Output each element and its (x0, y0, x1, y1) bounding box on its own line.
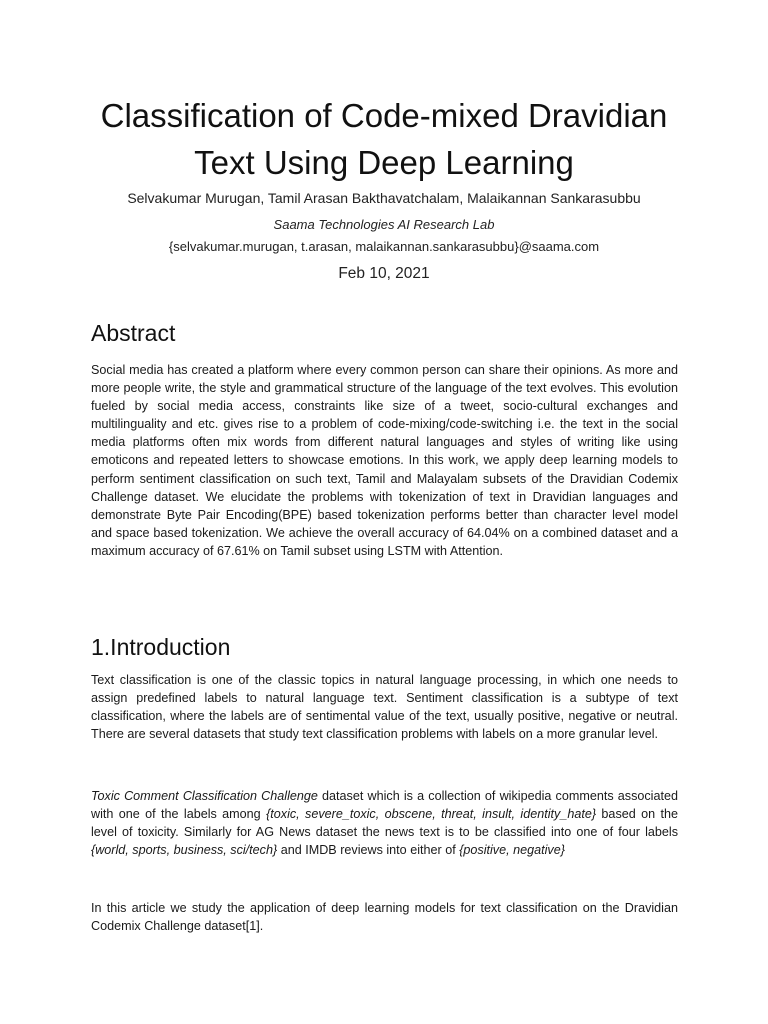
toxic-dataset-name: Toxic Comment Classification Challenge (91, 789, 318, 803)
introduction-paragraph-2 (91, 787, 678, 859)
imdb-labels: {positive, negative} (459, 843, 565, 858)
affiliation: Saama Technologies AI Research Lab (273, 217, 495, 232)
abstract-text: Social media has created a platform where every common person can share their opinions. As more and more people write, the style and grammatical structure of the language of the text evolves. This evolution fueled by social media access, constraints like size of a tweet, socio-cultural exchanges and multilinguality and etc. gives rise to a problem of code-mixing/code-switching i.e. the text in the social media platforms often mix words from different natural languages and styles of writing like using emoticons and repeated letters to showcase emotions. In this work, we apply deep learning models to perform sentiment classification on such text, Tamil and Malayalam subsets of the Dravidian Codemix Challenge dataset. We elucidate the problems with tokenization of text in Dravidian languages and demonstrate Byte Pair Encoding(BPE) based tokenization performs better than character level model and space based tokenization. We achieve the overall accuracy of 64.04% on a combined dataset and a maximum accuracy of 67.61% on Tamil subset using LSTM with Attention. (91, 363, 678, 558)
ag-news-labels: {world, sports, business, sci/tech} (91, 843, 278, 858)
publication-date: Feb 10, 2021 (338, 265, 430, 282)
author-emails: {selvakumar.murugan, t.arasan, malaikannan.sankarasubbu}@saama.com (168, 239, 600, 254)
title-line-2: Text Using Deep Learning (194, 144, 574, 181)
title-line-1: Classification of Code-mixed Dravidian (100, 97, 668, 134)
introduction-paragraph-1: Text classification is one of the classic topics in natural language processing, in which one needs to assign predefined labels to natural language text. Sentiment classification is a subtype of text classification, where the labels are of sentimental value of the text, usually positive, negative or neutral. There are several datasets that study text classification problems with labels on a more granular level. (91, 673, 678, 742)
paragraph-2-text-a: dataset which is a collection of wikipedia comments associated with one of the labels among (91, 789, 678, 822)
author-list: Selvakumar Murugan, Tamil Arasan Bakthavatchalam, Malaikannan Sankarasubbu (127, 190, 641, 206)
introduction-paragraph-3: In this article we study the application of deep learning models for text classification on the Dravidian Codemix Challenge dataset[1]. (91, 901, 678, 934)
paragraph-2-text-b: based on the level of toxicity. Similarly for AG News dataset the news text is to be classified into one of four labels (91, 807, 679, 840)
introduction-heading: 1.Introduction (91, 634, 231, 660)
toxic-labels: {toxic, severe_toxic, obscene, threat, insult, identity_hate} (266, 807, 597, 822)
paragraph-2-text-c: and IMDB reviews into either of (277, 843, 460, 858)
paper-title (40, 92, 728, 186)
abstract-heading: Abstract (91, 320, 176, 346)
